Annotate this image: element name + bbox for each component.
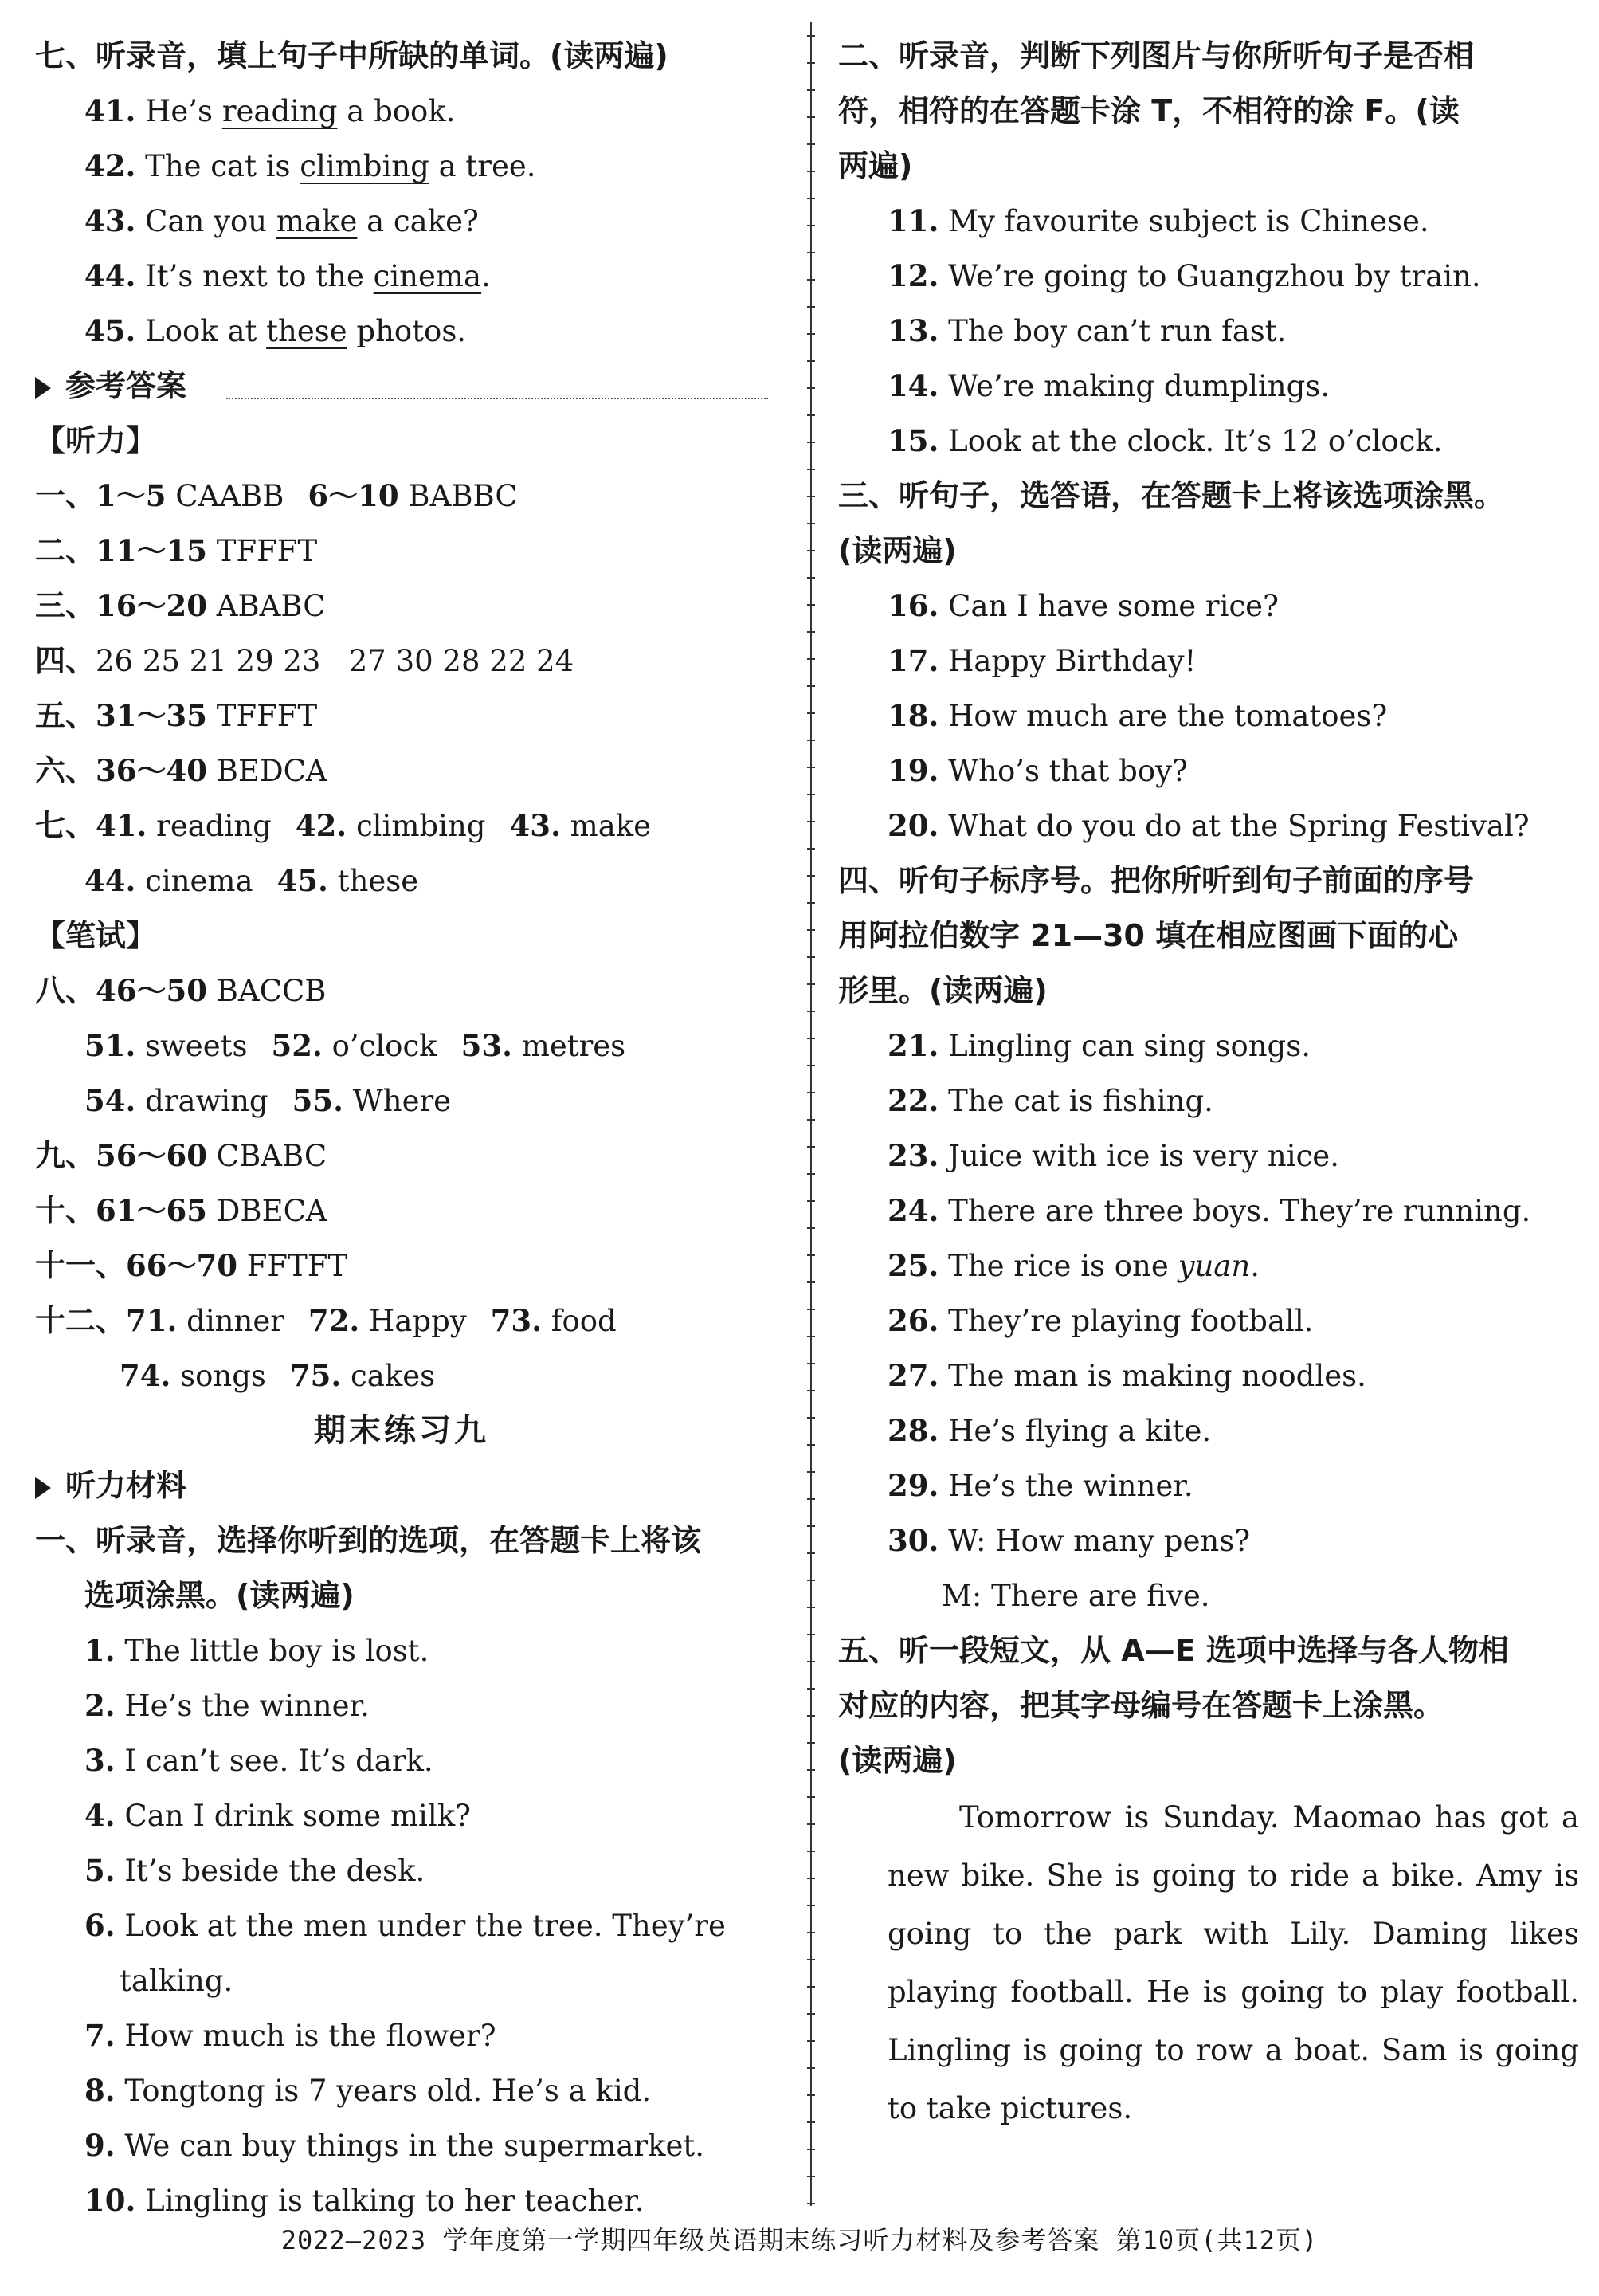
triangle-marker-icon [35,377,51,399]
question-12: 12. We’re going to Guangzhou by train. [888,258,1481,293]
question-28: 28. He’s flying a kite. [888,1413,1212,1448]
answer-section-12: 十二、71. dinner 72. Happy 73. food [35,1303,617,1338]
answer-section-5: 五、31～35 TFFFT [35,698,318,733]
question-11: 11. My favourite subject is Chinese. [888,203,1429,238]
answer-section-10: 十、61～65 DBECA [35,1193,327,1228]
question-27: 27. The man is making noodles. [888,1358,1366,1393]
left-column [35,29,768,2228]
triangle-marker-icon [35,1477,51,1499]
answer-section-9: 九、56～60 CBABC [35,1138,327,1173]
question-6-cont: talking. [120,1964,233,1998]
question-6: 6. Look at the men under the tree. They’re [84,1908,726,1943]
answers-heading: 参考答案 [35,359,768,414]
question-17: 17. Happy Birthday! [888,643,1197,678]
question-16: 16. Can I have some rice? [888,588,1279,623]
question-3: 3. I can’t see. It’s dark. [84,1743,433,1778]
question-15: 15. Look at the clock. It’s 12 o’clock. [888,423,1443,458]
question-45: 45. Look at these photos. [84,313,467,348]
right-column [838,29,1579,2137]
section-2-header-cont-1: 符，相符的在答题卡涂 T，不相符的涂 F。(读 [838,93,1460,128]
question-18: 18. How much are the tomatoes? [888,698,1388,733]
section-5-header-cont-1: 对应的内容，把其字母编号在答题卡上涂黑。 [838,1688,1444,1723]
answer-section-7-cont: 44. cinema 45. these [84,863,419,898]
material-heading: 听力材料 [35,1458,768,1513]
practice-title: 期末练习九 [314,1412,489,1449]
question-26: 26. They’re playing football. [888,1303,1314,1338]
section-2-header-cont-2: 两遍) [838,148,913,183]
question-1: 1. The little boy is lost. [84,1633,429,1668]
answer-section-8-words-2: 54. drawing 55. Where [84,1083,452,1118]
question-24: 24. There are three boys. They’re running. [888,1193,1531,1228]
question-8: 8. Tongtong is 7 years old. He’s a kid. [84,2073,652,2108]
question-30: 30. W: How many pens? [888,1523,1251,1558]
answer-section-6: 六、36～40 BEDCA [35,753,327,788]
question-10: 10. Lingling is talking to her teacher. [84,2183,645,2218]
question-13: 13. The boy can’t run fast. [888,313,1287,348]
answer-section-8-words-1: 51. sweets 52. o’clock 53. metres [84,1028,626,1063]
written-heading: 【笔试】 [35,918,157,953]
question-4: 4. Can I drink some milk? [84,1798,471,1833]
question-43: 43. Can you make a cake? [84,203,479,238]
question-41: 41. He’s reading a book. [84,93,456,128]
section-5-header-cont-2: (读两遍) [838,1743,957,1778]
question-22: 22. The cat is fishing. [888,1083,1213,1118]
answer-section-11: 十一、66～70 FFTFT [35,1248,348,1283]
dotted-rule [226,398,768,399]
question-5: 5. It’s beside the desk. [84,1853,425,1888]
section-5-header: 五、听一段短文，从 A—E 选项中选择与各人物相 [838,1633,1509,1668]
question-29: 29. He’s the winner. [888,1468,1193,1503]
question-20: 20. What do you do at the Spring Festival? [888,808,1530,843]
section-4-header: 四、听句子标序号。把你所听到句子前面的序号 [838,863,1475,898]
question-44: 44. It’s next to the cinema. [84,258,491,293]
section-4-header-cont-2: 形里。(读两遍) [838,973,1048,1008]
section-3-header: 三、听句子，选答语，在答题卡上将该选项涂黑。 [838,478,1505,513]
question-23: 23. Juice with ice is very nice. [888,1138,1339,1173]
section-1-header-cont: 选项涂黑。(读两遍) [84,1578,355,1613]
question-42: 42. The cat is climbing a tree. [84,148,536,183]
column-divider [803,22,819,2206]
answer-section-8: 八、46～50 BACCB [35,973,327,1008]
question-9: 9. We can buy things in the supermarket. [84,2128,705,2163]
question-30-cont: M: There are five. [942,1579,1210,1613]
answer-section-7: 七、41. reading 42. climbing 43. make [35,808,652,843]
answer-section-1: 一、1～5 CAABB 6～10 BABBC [35,478,518,513]
section-7-header: 七、听录音，填上句子中所缺的单词。(读两遍) [35,38,668,73]
answer-section-4: 四、26 25 21 29 23 27 30 28 22 24 [35,643,574,678]
section-1-header: 一、听录音，选择你听到的选项，在答题卡上将该 [35,1523,702,1558]
answer-section-12-cont: 74. songs 75. cakes [120,1358,436,1393]
listening-heading: 【听力】 [35,423,157,458]
question-2: 2. He’s the winner. [84,1688,370,1723]
listening-passage [838,1788,1579,2137]
section-4-header-cont-1: 用阿拉伯数字 21—30 填在相应图画下面的心 [838,918,1459,953]
question-14: 14. We’re making dumplings. [888,368,1331,403]
question-19: 19. Who’s that boy? [888,753,1188,788]
section-2-header: 二、听录音，判断下列图片与你所听句子是否相 [838,38,1475,73]
question-21: 21. Lingling can sing songs. [888,1028,1311,1063]
passage-text: Tomorrow is Sunday. Maomao has got a new bike. She is going to ride a bike. Amy is going to the park with Lily. Daming likes playing football. He is going to play football. Lingling is going to row a boat. Sam is going to take pictures. [888,1800,1579,2125]
answer-section-2: 二、11～15 TFFFT [35,533,318,568]
page-footer: 2022—2023 学年度第一学期四年级英语期末练习听力材料及参考答案 第10页(共12页) [280,2225,1319,2255]
section-3-header-cont: (读两遍) [838,533,957,568]
question-7: 7. How much is the flower? [84,2018,496,2053]
question-25: 25. The rice is one yuan. [888,1248,1260,1283]
answer-section-3: 三、16～20 ABABC [35,588,326,623]
